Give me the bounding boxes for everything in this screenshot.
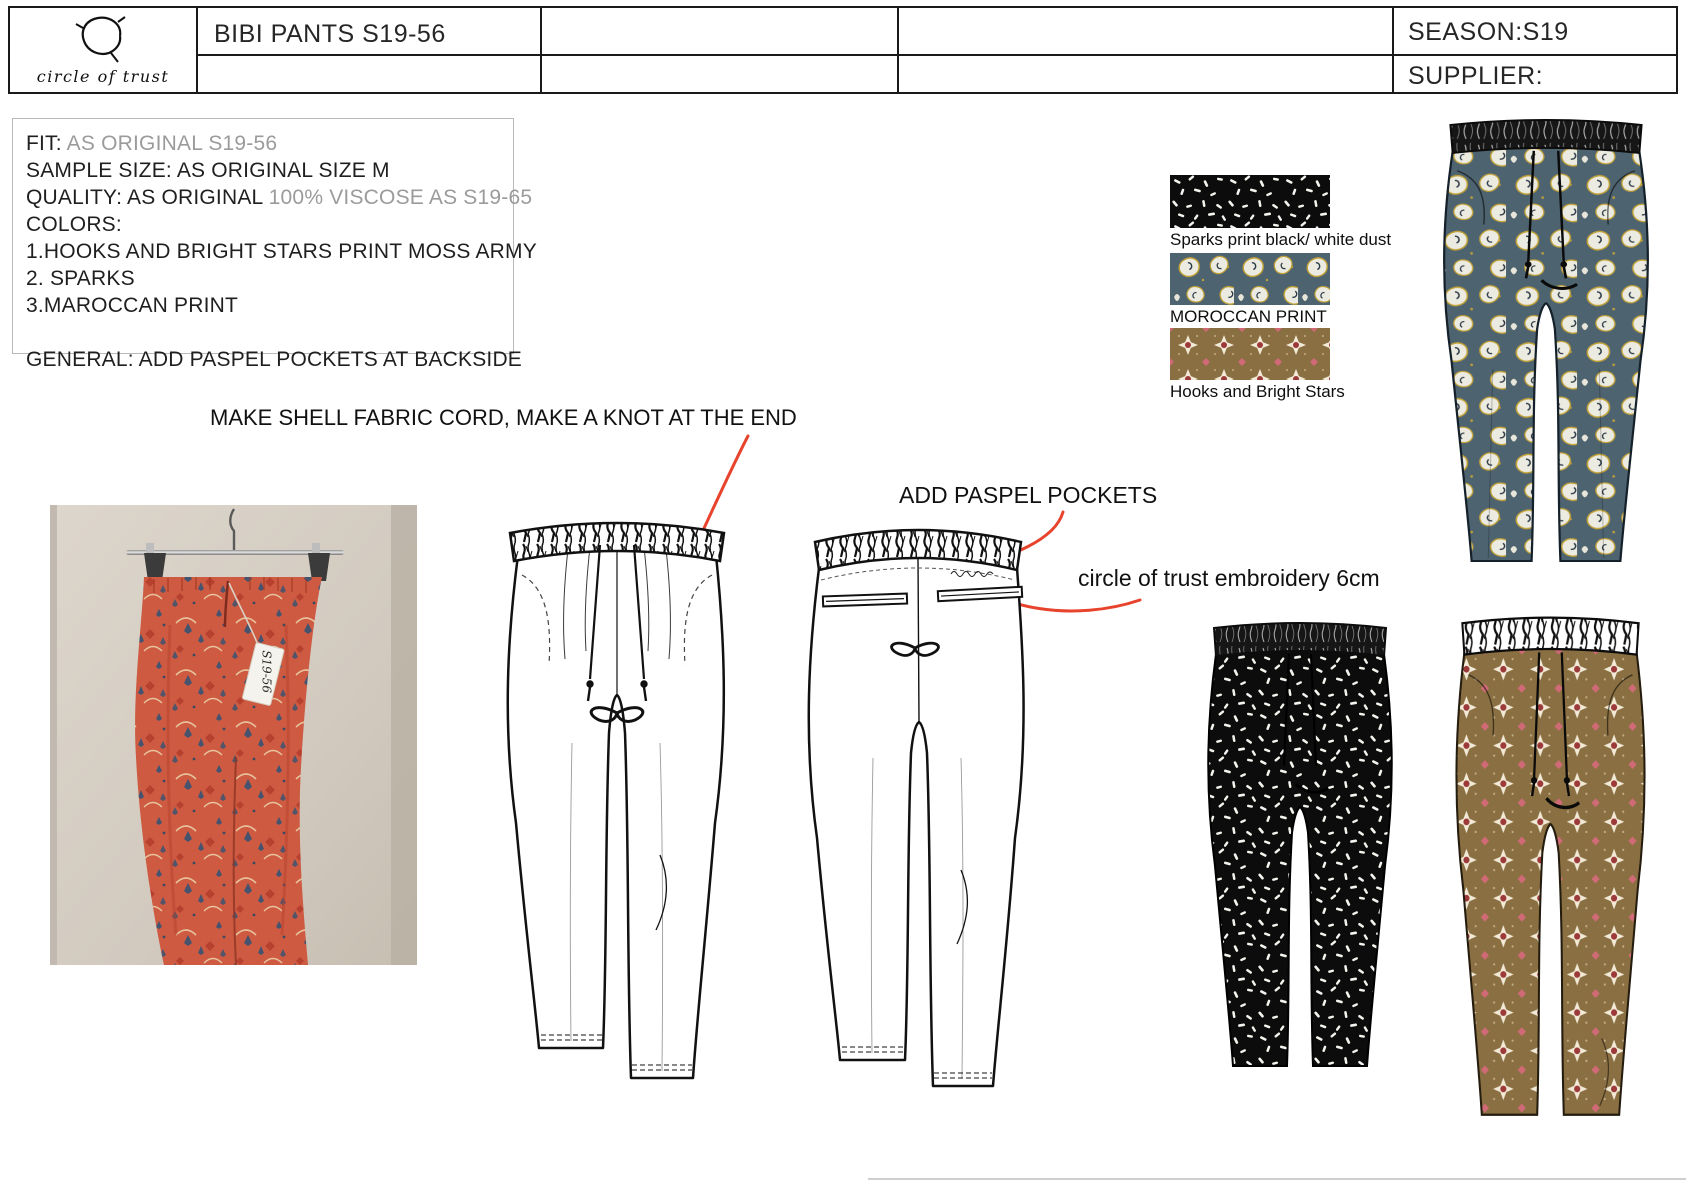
back-body-outline <box>809 557 1024 1086</box>
spec-box <box>12 118 537 371</box>
quality-line <box>26 184 533 211</box>
season-label: SEASON:S19 <box>1408 18 1569 46</box>
sparks-waistband <box>1214 623 1386 656</box>
swatch-label-sparks: Sparks print black/ white dust <box>1170 230 1392 249</box>
header-table <box>8 6 1678 94</box>
quality-label: QUALITY: AS ORIGINAL <box>26 186 263 209</box>
pattern-swatch-moroccan <box>1170 253 1330 305</box>
colorway-sparks-pants <box>1200 618 1400 1068</box>
photo-wall-shadow-left <box>50 505 57 965</box>
general-line: GENERAL: ADD PASPEL POCKETS AT BACKSIDE <box>26 348 523 371</box>
supplier-label: SUPPLIER: <box>1408 62 1544 90</box>
header-cell-logo <box>10 8 198 92</box>
swatch-label-hooks: Hooks and Bright Stars <box>1170 382 1345 401</box>
style-title: BIBI PANTS S19-56 <box>214 20 446 48</box>
flat-back-drawing <box>795 498 1045 1088</box>
color-option-2: 2. SPARKS <box>26 267 135 290</box>
header-cell-empty-2 <box>899 8 1394 92</box>
moroccan-pants-body <box>1444 146 1648 561</box>
sparks-pants-body <box>1208 649 1391 1066</box>
cord-annotation: MAKE SHELL FABRIC CORD, MAKE A KNOT AT THE END <box>210 405 797 430</box>
header-row-divider <box>899 54 1392 56</box>
fit-line <box>26 130 500 157</box>
logo-circle-icon <box>83 18 120 54</box>
hooks-pants-body <box>1456 647 1644 1115</box>
back-welt-pocket-left <box>823 594 907 607</box>
header-row-divider <box>1394 54 1676 56</box>
swatch-label-moroccan: MOROCCAN PRINT <box>1170 307 1327 326</box>
quality-value: 100% VISCOSE AS S19-65 <box>262 186 533 209</box>
header-row-divider <box>198 54 540 56</box>
color-option-1: 1.HOOKS AND BRIGHT STARS PRINT MOSS ARMY <box>26 240 537 263</box>
fit-label: FIT: <box>26 132 62 155</box>
embroidery-annotation: circle of trust embroidery 6cm <box>1078 565 1380 591</box>
bottom-divider-line <box>868 1178 1686 1180</box>
flat-front-drawing <box>492 483 742 1083</box>
colorway-moroccan-pants <box>1435 115 1657 563</box>
sample-size-line: SAMPLE SIZE: AS ORIGINAL SIZE M <box>26 159 390 182</box>
fit-value: AS ORIGINAL S19-56 <box>61 132 278 155</box>
brand-logo <box>10 8 196 92</box>
moroccan-waistband <box>1451 120 1642 153</box>
photo-pants <box>135 577 322 965</box>
brand-script-text: circle of trust <box>36 67 170 86</box>
paspel-annotation: ADD PASPEL POCKETS <box>899 482 1158 508</box>
hooks-waistband <box>1462 618 1638 655</box>
pattern-swatch-hooks <box>1170 328 1330 380</box>
header-cell-title <box>198 8 542 92</box>
sample-photo <box>50 505 417 965</box>
front-body-outline <box>508 545 724 1078</box>
back-center-seam <box>918 558 919 722</box>
photo-wall-shadow-right <box>391 505 417 965</box>
color-option-3: 3.MAROCCAN PRINT <box>26 294 239 317</box>
colorway-hooks-pants <box>1448 612 1653 1117</box>
pattern-swatch-sparks <box>1170 175 1330 228</box>
header-row-divider <box>542 54 897 56</box>
header-cell-season-supplier <box>1394 8 1676 92</box>
header-cell-empty-1 <box>542 8 899 92</box>
colors-label: COLORS: <box>26 213 122 236</box>
hang-tag-text: S19-56 <box>259 650 274 694</box>
